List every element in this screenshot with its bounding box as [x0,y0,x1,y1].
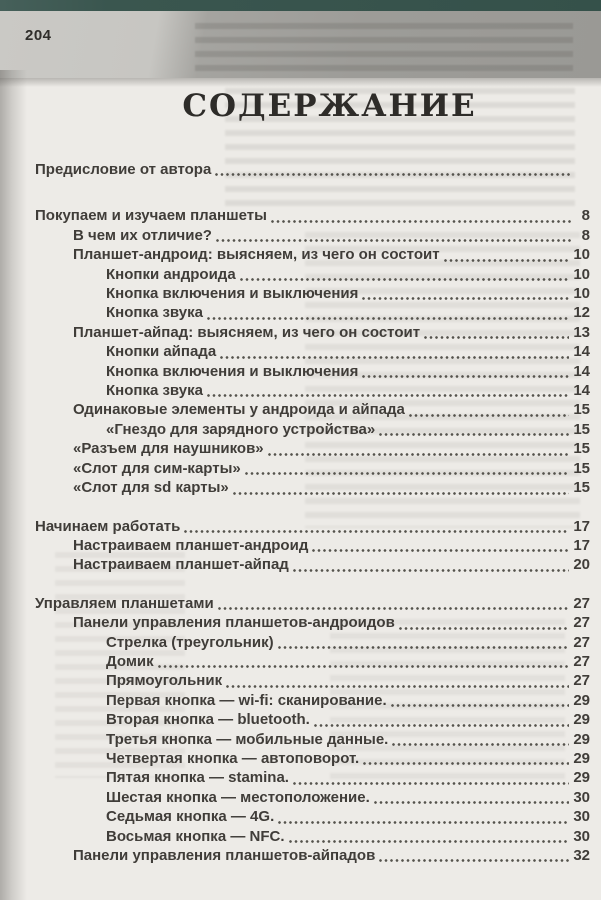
toc-entry-page: 10 [573,265,590,283]
toc-entry-page: 20 [573,556,590,574]
toc-dot-leader [362,749,570,768]
toc-entry-page: 30 [573,808,590,826]
page-number: 204 [25,27,52,44]
toc-entry [0,323,601,342]
toc-entry-label: В чем их отличие? [73,226,212,244]
toc-entry-label: Третья кнопка — мобильные данные. [106,730,389,748]
toc-entry [0,342,601,361]
toc-entry [0,652,601,671]
toc-entry-label: Первая кнопка — wi-fi: сканирование. [106,691,387,709]
toc-entry-page: 10 [573,246,590,264]
toc-entry [0,536,601,555]
toc-entry-label: Вторая кнопка — bluetooth. [106,711,310,729]
toc-entry-page: 8 [581,207,590,225]
toc-entry [0,381,601,400]
bleed-through-text [195,19,573,77]
toc-entry-page: 14 [573,343,590,361]
toc-entry-label: Домик [106,652,154,670]
toc-entry [0,206,601,225]
toc-entry [0,710,601,729]
toc-entry-label: Планшет-андроид: выясняем, из чего он состоит [73,246,440,264]
toc-entry-page: 15 [573,479,590,497]
toc-entry-label: Прямоугольник [106,672,223,690]
toc-entry-label: Четвертая кнопка — автоповорот. [106,749,360,767]
toc-entry-label: Пятая кнопка — stamina. [106,769,289,787]
toc-entry [0,555,601,574]
toc-dot-leader [267,439,571,458]
page-title: СОДЕРЖАНИЕ [182,88,477,124]
toc-dot-leader [361,362,570,381]
toc-entry [0,788,601,807]
toc-entry-label: Стрелка (треугольник) [106,633,274,651]
toc-entry [0,691,601,710]
toc-dot-leader [390,691,571,710]
toc-dot-leader [373,788,571,807]
toc-entry-label: Восьмая кнопка — NFC. [106,827,285,845]
toc-entry-page: 27 [573,672,590,690]
toc-entry-page: 15 [573,420,590,438]
toc-dot-leader [311,536,570,555]
toc-entry-label: Панели управления планшетов-андроидов [73,614,395,632]
toc-entry-page: 8 [581,226,590,244]
toc-entry-label: Настраиваем планшет-айпад [73,556,289,574]
toc-entry-label: Планшет-айпад: выясняем, из чего он состоит [73,323,421,341]
toc-entry-page: 27 [573,594,590,612]
toc-entry [0,517,601,536]
toc-entry-page: 12 [573,304,590,322]
toc-entry-page: 14 [573,382,590,400]
toc-dot-leader [232,478,571,497]
toc-entry-label: Шестая кнопка — местоположение. [106,788,370,806]
toc-entry-page: 29 [573,691,590,709]
toc-entry [0,439,601,458]
toc-entry-page: 27 [573,614,590,632]
toc-entry-page: 29 [573,749,590,767]
toc-entry-page: 27 [573,652,590,670]
toc-entry-page: 29 [573,711,590,729]
toc-entry-page: 17 [573,536,590,554]
toc-entry-page: 27 [573,633,590,651]
toc-entry-page: 32 [573,847,590,864]
toc-dot-leader [313,710,570,729]
toc-entry-label: Кнопки андроида [106,265,236,283]
toc-entry-page: 29 [573,730,590,748]
toc-dot-leader [270,206,573,225]
toc-entry-page: 10 [573,285,590,303]
toc-entry-label: Кнопка включения и выключения [106,362,359,380]
toc-entry [0,594,601,613]
toc-dot-leader [378,846,570,865]
toc-entry-label: Начинаем работать [35,517,181,535]
toc-entry [0,749,601,768]
toc-entry [0,226,601,245]
toc-entry-page: 17 [573,517,590,535]
toc-entry [0,400,601,419]
table-of-contents [0,160,601,865]
toc-dot-leader [391,730,570,749]
toc-entry-label: Предисловие от автора [35,161,212,178]
toc-dot-leader [214,160,573,179]
toc-dot-leader [288,827,571,846]
toc-entry [0,284,601,303]
toc-dot-leader [217,594,571,613]
toc-dot-leader [277,633,571,652]
toc-dot-leader [157,652,571,671]
toc-entry-label: «Гнездо для зарядного устройства» [106,420,376,438]
toc-dot-leader [423,323,570,342]
toc-dot-leader [219,342,570,361]
toc-entry-label: Одинаковые элементы у андроида и айпада [73,401,405,419]
toc-dot-leader [443,245,571,264]
toc-entry-label: Управляем планшетами [35,594,214,612]
toc-entry [0,846,601,865]
toc-entry [0,633,601,652]
page-header-shadow-band [0,11,601,78]
page-content [0,78,601,865]
toc-dot-leader [398,613,571,632]
toc-dot-leader [277,807,570,826]
toc-entry-page: 14 [573,362,590,380]
toc-entry-label: Настраиваем планшет-андроид [73,536,309,554]
toc-entry [0,671,601,690]
toc-dot-leader [244,459,571,478]
toc-entry-page: 15 [573,401,590,419]
toc-entry-label: «Слот для сим-карты» [73,459,241,477]
toc-entry [0,459,601,478]
toc-entry [0,245,601,264]
toc-dot-leader [225,671,570,690]
toc-entry-page: 29 [573,769,590,787]
toc-entry [0,827,601,846]
toc-entry [0,730,601,749]
toc-dot-leader [292,768,570,787]
toc-entry-page: 15 [573,459,590,477]
book-cover-edge-strip [0,0,601,11]
toc-entry [0,303,601,322]
toc-entry [0,362,601,381]
page-gutter-shadow [0,70,27,900]
toc-entry-page: 15 [573,440,590,458]
toc-dot-leader [206,303,570,322]
toc-entry-label: «Разъем для наушников» [73,440,264,458]
toc-entry-page: 30 [573,827,590,845]
toc-dot-leader [206,381,570,400]
toc-dot-leader [183,517,570,536]
toc-entry-label: Покупаем и изучаем планшеты [35,207,267,225]
toc-entry [0,420,601,439]
toc-entry-label: Кнопки айпада [106,343,217,361]
toc-entry [0,160,601,179]
toc-entry-label: Седьмая кнопка — 4G. [106,808,275,826]
toc-entry-label: Кнопка звука [106,382,203,400]
toc-entry [0,265,601,284]
toc-entry-label: Панели управления планшетов-айпадов [73,847,376,864]
toc-entry-label: Кнопка звука [106,304,203,322]
toc-dot-leader [239,265,571,284]
toc-entry [0,807,601,826]
toc-dot-leader [378,420,570,439]
toc-entry-page: 30 [573,788,590,806]
toc-entry [0,478,601,497]
toc-entry-label: Кнопка включения и выключения [106,285,359,303]
toc-dot-leader [215,226,573,245]
toc-dot-leader [361,284,570,303]
toc-dot-leader [408,400,570,419]
toc-entry-page: 13 [573,323,590,341]
toc-entry-label: «Слот для sd карты» [73,479,229,497]
toc-entry [0,613,601,632]
toc-entry [0,768,601,787]
toc-dot-leader [292,555,570,574]
